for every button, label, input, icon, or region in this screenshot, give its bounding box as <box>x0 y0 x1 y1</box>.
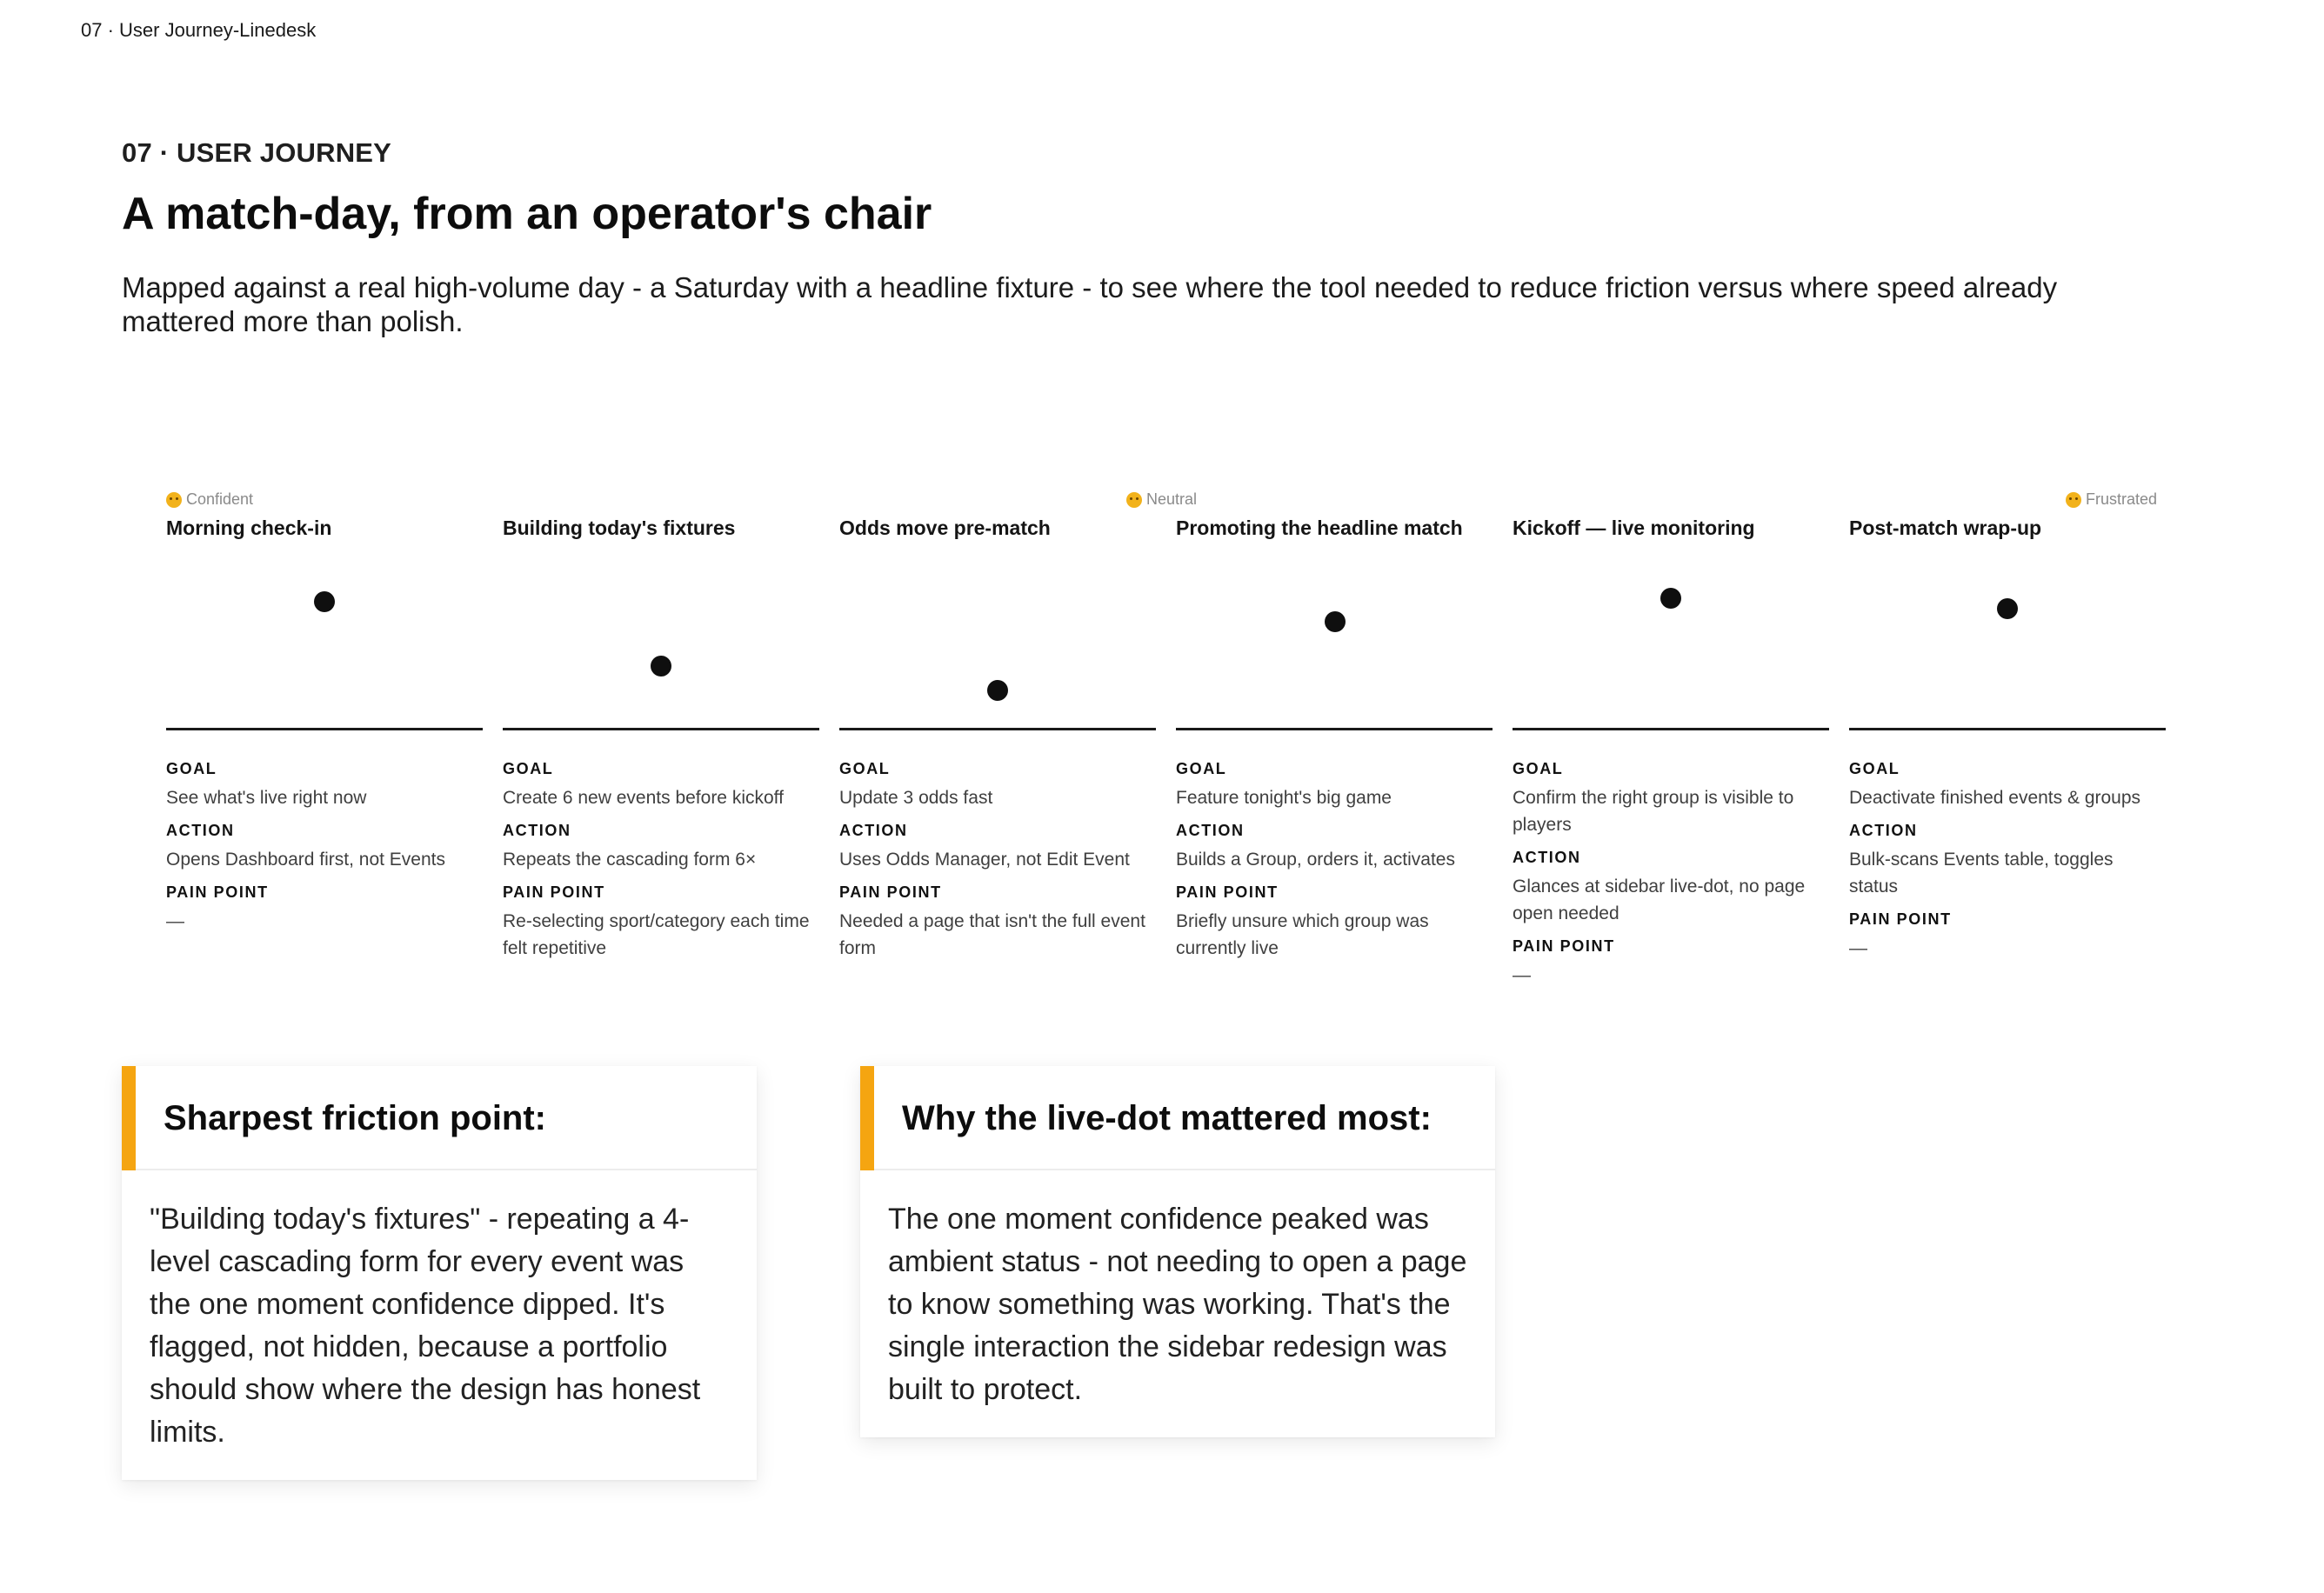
emotion-dot <box>1660 588 1681 609</box>
goal-label: GOAL <box>839 760 891 777</box>
action-label: ACTION <box>1849 822 1918 839</box>
goal-value: Deactivate finished events & groups <box>1849 788 2141 808</box>
emotion-dot <box>1997 598 2018 619</box>
frustrated-emoji-icon <box>2066 492 2081 508</box>
card-body: "Building today's fixtures" - repeating a 4-level cascading form for every event was the one moment confidence dipped. It's flagged, not hidden, because a portfolio should show where the design has honest limits. <box>150 1203 701 1449</box>
stage-baseline <box>1849 728 2166 730</box>
goal-label: GOAL <box>503 760 554 777</box>
goal-label: GOAL <box>166 760 217 777</box>
stage-details <box>166 759 483 944</box>
stage-title: Building today's fixtures <box>503 517 736 539</box>
action-label: ACTION <box>503 822 571 839</box>
accent-bar <box>122 1066 136 1170</box>
goal-value: Confirm the right group is visible to players <box>1513 788 1794 835</box>
mood-label: Neutral <box>1146 490 1198 508</box>
emotion-dot <box>987 680 1008 701</box>
emotion-dot <box>1325 611 1346 632</box>
action-label: ACTION <box>166 822 235 839</box>
stage-details <box>1849 759 2166 971</box>
emotion-dot <box>314 591 335 612</box>
card-header <box>122 1066 757 1170</box>
mood-label: Frustrated <box>2086 490 2158 508</box>
pain-label: PAIN POINT <box>1176 883 1279 901</box>
action-value: Opens Dashboard first, not Events <box>166 850 445 870</box>
pain-label: PAIN POINT <box>503 883 605 901</box>
goal-value: Create 6 new events before kickoff <box>503 788 784 808</box>
mood-label: Confident <box>186 490 254 508</box>
page-title: A match-day, from an operator's chair <box>122 189 932 239</box>
neutral-emoji-icon <box>1126 492 1142 508</box>
pain-value: — <box>1849 938 1867 958</box>
stage-baseline <box>1513 728 1829 730</box>
mood-confident <box>166 490 253 509</box>
stage-baseline <box>166 728 483 730</box>
pain-label: PAIN POINT <box>166 883 269 901</box>
stage-title: Kickoff — live monitoring <box>1513 517 1755 539</box>
mood-frustrated <box>2066 490 2157 509</box>
stage-title: Post-match wrap-up <box>1849 517 2042 539</box>
action-value: Builds a Group, orders it, activates <box>1176 850 1455 870</box>
pain-value: — <box>1513 965 1531 985</box>
action-label: ACTION <box>1176 822 1245 839</box>
smile-emoji-icon <box>166 492 182 508</box>
action-label: ACTION <box>839 822 908 839</box>
action-value: Uses Odds Manager, not Edit Event <box>839 850 1130 870</box>
goal-label: GOAL <box>1513 760 1564 777</box>
stage-details <box>839 759 1156 971</box>
frame-label: 07 · User Journey-Linedesk <box>81 19 317 41</box>
stage-details <box>503 759 819 971</box>
card-title: Sharpest friction point: <box>164 1099 546 1137</box>
stage-title: Odds move pre-match <box>839 517 1051 539</box>
action-label: ACTION <box>1513 849 1581 866</box>
friction-callout-card <box>122 1066 757 1480</box>
pain-value: Needed a page that isn't the full event form <box>839 911 1145 958</box>
pain-value: — <box>166 911 184 931</box>
stage-details <box>1176 759 1493 971</box>
goal-label: GOAL <box>1176 760 1227 777</box>
emotion-dot <box>651 656 671 677</box>
goal-value: Update 3 odds fast <box>839 788 993 808</box>
pain-label: PAIN POINT <box>839 883 942 901</box>
pain-value: Briefly unsure which group was currently live <box>1176 911 1429 958</box>
action-value: Repeats the cascading form 6× <box>503 850 757 870</box>
mood-neutral <box>1126 490 1197 509</box>
accent-bar <box>860 1066 874 1170</box>
stage-baseline <box>839 728 1156 730</box>
stage-title: Promoting the headline match <box>1176 517 1463 539</box>
pain-value: Re-selecting sport/category each time felt repetitive <box>503 911 810 958</box>
stage-baseline <box>503 728 819 730</box>
stage-title: Morning check-in <box>166 517 332 539</box>
card-header <box>860 1066 1495 1170</box>
live-dot-callout-card <box>860 1066 1495 1437</box>
section-eyebrow: 07 · USER JOURNEY <box>122 137 392 168</box>
card-body: The one moment confidence peaked was ambient status - not needing to open a page to know something was working. That's the single interaction the sidebar redesign was built to protect. <box>888 1203 1467 1406</box>
pain-label: PAIN POINT <box>1849 910 1952 928</box>
goal-value: Feature tonight's big game <box>1176 788 1392 808</box>
action-value: Bulk-scans Events table, toggles status <box>1849 850 2114 896</box>
action-value: Glances at sidebar live-dot, no page open needed <box>1513 876 1806 923</box>
card-title: Why the live-dot mattered most: <box>902 1099 1432 1137</box>
goal-value: See what's live right now <box>166 788 367 808</box>
pain-label: PAIN POINT <box>1513 937 1615 955</box>
goal-label: GOAL <box>1849 760 1900 777</box>
lead-paragraph: Mapped against a real high-volume day - a Saturday with a headline fixture - to see where the tool needed to reduce friction versus where speed already mattered more than polish. <box>122 271 2058 337</box>
stage-details <box>1513 759 1829 998</box>
stage-baseline <box>1176 728 1493 730</box>
